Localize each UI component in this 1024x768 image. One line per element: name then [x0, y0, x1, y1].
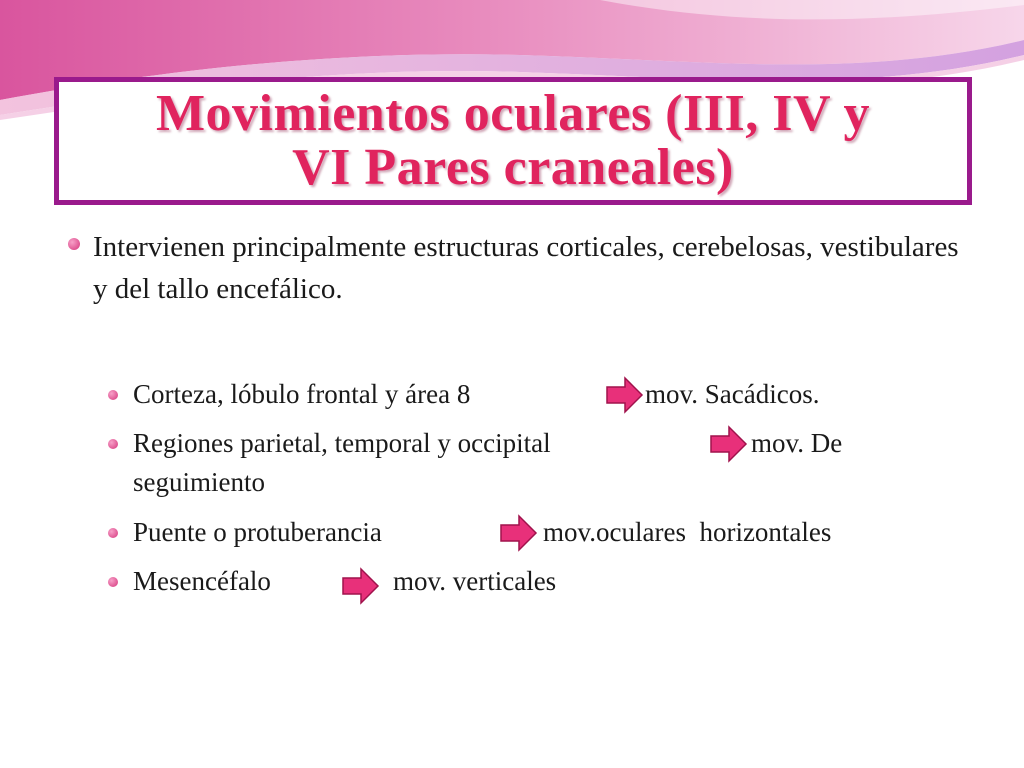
main-bullet: [68, 226, 968, 310]
right-arrow-icon: [341, 566, 381, 606]
main-bullet-text: Intervienen principalmente estructuras corticales, cerebelosas, vestibulares y del tallo encefálico.: [93, 231, 959, 305]
bullet-dot-icon: [108, 390, 118, 400]
bullet-dot-icon: [108, 528, 118, 538]
sub-bullet-2-continuation: seguimiento: [133, 467, 265, 497]
sub-bullet-4-right: mov. verticales: [393, 566, 557, 596]
sub-bullet-4-left: Mesencéfalo: [133, 566, 271, 596]
sub-bullet-2: [108, 424, 988, 502]
bullet-dot-icon: [108, 439, 118, 449]
sub-bullet-3-left: Puente o protuberancia: [133, 517, 382, 547]
title-frame: [54, 77, 972, 205]
slide-title-line1: Movimientos oculares (III, IV y: [155, 85, 871, 142]
sub-bullet-3-right: mov.oculares horizontales: [543, 517, 832, 547]
bullet-dot-icon: [108, 577, 118, 587]
sub-bullet-4: [108, 562, 988, 601]
sub-bullet-1: [108, 375, 988, 414]
sub-bullet-1-right: mov. Sacádicos.: [645, 379, 820, 409]
slide-title: [156, 87, 870, 195]
bullet-dot-icon: [68, 238, 80, 250]
right-arrow-icon: [499, 513, 539, 553]
slide-title-line2: VI Pares craneales): [292, 139, 734, 196]
sub-bullet-2-right: mov. De: [751, 428, 843, 458]
sub-bullet-2-left: Regiones parietal, temporal y occipital: [133, 428, 551, 458]
right-arrow-icon: [605, 375, 645, 415]
sub-bullet-3: [108, 513, 988, 552]
right-arrow-icon: [709, 424, 749, 464]
sub-bullet-1-left: Corteza, lóbulo frontal y área 8: [133, 379, 471, 409]
